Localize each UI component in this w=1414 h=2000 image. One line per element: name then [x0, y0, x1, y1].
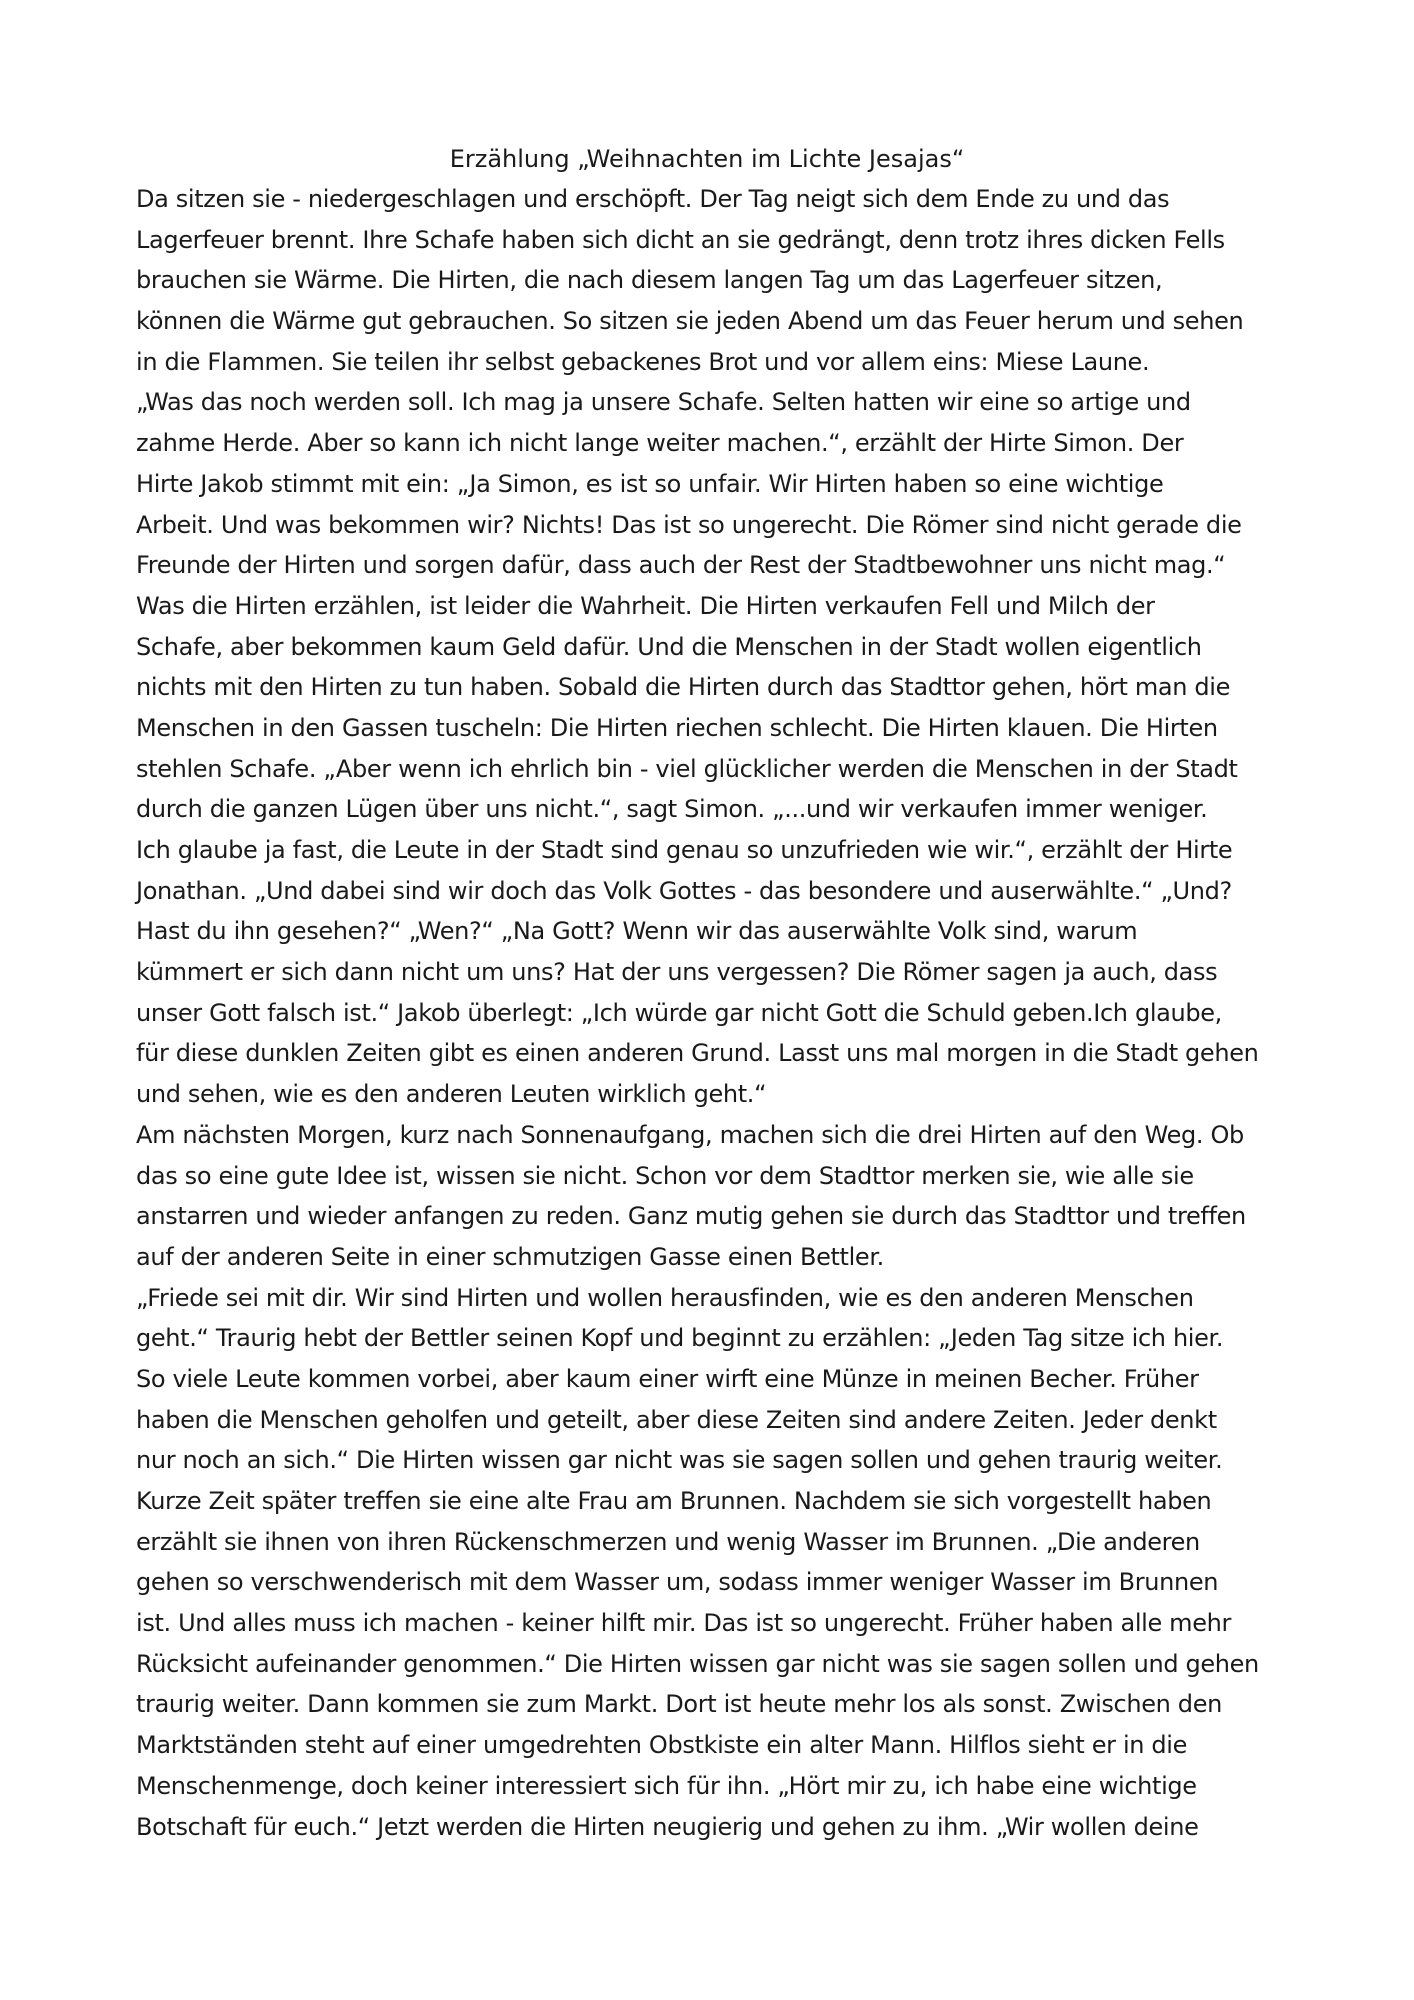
text-line: haben die Menschen geholfen und geteilt, aber diese Zeiten sind andere Zeiten. Jeder denkt [136, 1405, 1217, 1434]
text-line: gehen so verschwenderisch mit dem Wasser um, sodass immer weniger Wasser im Brunnen [136, 1568, 1219, 1597]
text-line: Freunde der Hirten und sorgen dafür, dass auch der Rest der Stadtbewohner uns nicht mag.“ [136, 551, 1226, 580]
text-line: geht.“ Traurig hebt der Bettler seinen Kopf und beginnt zu erzählen: „Jeden Tag sitze ich hier. [136, 1324, 1224, 1353]
text-line: auf der anderen Seite in einer schmutzigen Gasse einen Bettler. [136, 1242, 884, 1271]
text-line: Am nächsten Morgen, kurz nach Sonnenaufgang, machen sich die drei Hirten auf den Weg. Ob [136, 1120, 1244, 1149]
text-line: durch die ganzen Lügen über uns nicht.“, sagt Simon. „...und wir verkaufen immer weniger. [136, 795, 1208, 824]
text-line: Schafe, aber bekommen kaum Geld dafür. Und die Menschen in der Stadt wollen eigentlich [136, 632, 1202, 661]
text-line: „Was das noch werden soll. Ich mag ja unsere Schafe. Selten hatten wir eine so artige und [136, 388, 1191, 417]
text-line: das so eine gute Idee ist, wissen sie nicht. Schon vor dem Stadttor merken sie, wie alle sie [136, 1161, 1194, 1190]
text-line: So viele Leute kommen vorbei, aber kaum einer wirft eine Münze in meinen Becher. Früher [136, 1364, 1199, 1393]
text-line: und sehen, wie es den anderen Leuten wirklich geht.“ [136, 1080, 767, 1109]
text-line: für diese dunklen Zeiten gibt es einen anderen Grund. Lasst uns mal morgen in die Stadt gehen [136, 1039, 1259, 1068]
text-line: Menschenmenge, doch keiner interessiert sich für ihn. „Hört mir zu, ich habe eine wichtige [136, 1771, 1197, 1800]
text-line: zahme Herde. Aber so kann ich nicht lange weiter machen.“, erzählt der Hirte Simon. Der [136, 429, 1184, 458]
text-line: Da sitzen sie - niedergeschlagen und erschöpft. Der Tag neigt sich dem Ende zu und das [136, 185, 1170, 213]
story-text [136, 179, 1296, 1847]
text-line: Lagerfeuer brennt. Ihre Schafe haben sich dicht an sie gedrängt, denn trotz ihres dicken Fells [136, 225, 1225, 254]
text-line: Ich glaube ja fast, die Leute in der Stadt sind genau so unzufrieden wie wir.“, erzählt der Hirte [136, 836, 1233, 864]
text-line: Was die Hirten erzählen, ist leider die Wahrheit. Die Hirten verkaufen Fell und Milch der [136, 591, 1155, 620]
text-line: nichts mit den Hirten zu tun haben. Sobald die Hirten durch das Stadttor gehen, hört man die [136, 673, 1231, 702]
text-line: Hast du ihn gesehen?“ „Wen?“ „Na Gott? Wenn wir das auserwählte Volk sind, warum [136, 917, 1138, 946]
text-line: Marktständen steht auf einer umgedrehten Obstkiste ein alter Mann. Hilflos sieht er in die [136, 1731, 1188, 1760]
text-line: Arbeit. Und was bekommen wir? Nichts! Das ist so ungerecht. Die Römer sind nicht gerade die [136, 510, 1242, 539]
text-line: Botschaft für euch.“ Jetzt werden die Hirten neugierig und gehen zu ihm. „Wir wollen deine [136, 1812, 1199, 1841]
text-line: Menschen in den Gassen tuscheln: Die Hirten riechen schlecht. Die Hirten klauen. Die Hirten [136, 713, 1218, 742]
text-line: stehlen Schafe. „Aber wenn ich ehrlich bin - viel glücklicher werden die Menschen in der Stadt [136, 754, 1238, 783]
text-line: Kurze Zeit später treffen sie eine alte Frau am Brunnen. Nachdem sie sich vorgestellt haben [136, 1487, 1212, 1515]
text-line: traurig weiter. Dann kommen sie zum Markt. Dort ist heute mehr los als sonst. Zwischen den [136, 1690, 1222, 1719]
text-line: in die Flammen. Sie teilen ihr selbst gebackenes Brot und vor allem eins: Miese Laune. [136, 347, 1150, 376]
text-line: anstarren und wieder anfangen zu reden. Ganz mutig gehen sie durch das Stadttor und treffen [136, 1202, 1246, 1231]
document-title: Erzählung „Weihnachten im Lichte Jesajas“ [449, 145, 965, 173]
text-line: können die Wärme gut gebrauchen. So sitzen sie jeden Abend um das Feuer herum und sehen [136, 307, 1244, 336]
text-line: unser Gott falsch ist.“ Jakob überlegt: „Ich würde gar nicht Gott die Schuld geben.Ich glaube, [136, 998, 1222, 1027]
text-line: nur noch an sich.“ Die Hirten wissen gar nicht was sie sagen sollen und gehen traurig weiter. [136, 1446, 1223, 1475]
text-line: Hirte Jakob stimmt mit ein: „Ja Simon, es ist so unfair. Wir Hirten haben so eine wichtige [136, 469, 1164, 498]
text-line: Jonathan. „Und dabei sind wir doch das Volk Gottes - das besondere und auserwählte.“ „Und? [136, 876, 1232, 905]
text-line: brauchen sie Wärme. Die Hirten, die nach diesem langen Tag um das Lagerfeuer sitzen, [136, 266, 1163, 295]
text-line: Rücksicht aufeinander genommen.“ Die Hirten wissen gar nicht was sie sagen sollen und gehen [136, 1649, 1259, 1678]
text-line: erzählt sie ihnen von ihren Rückenschmerzen und wenig Wasser im Brunnen. „Die anderen [136, 1527, 1200, 1556]
text-line: „Friede sei mit dir. Wir sind Hirten und wollen herausfinden, wie es den anderen Menschen [136, 1283, 1194, 1312]
text-line: kümmert er sich dann nicht um uns? Hat der uns vergessen? Die Römer sagen ja auch, dass [136, 958, 1218, 987]
text-line: ist. Und alles muss ich machen - keiner hilft mir. Das ist so ungerecht. Früher haben alle mehr [136, 1609, 1231, 1638]
